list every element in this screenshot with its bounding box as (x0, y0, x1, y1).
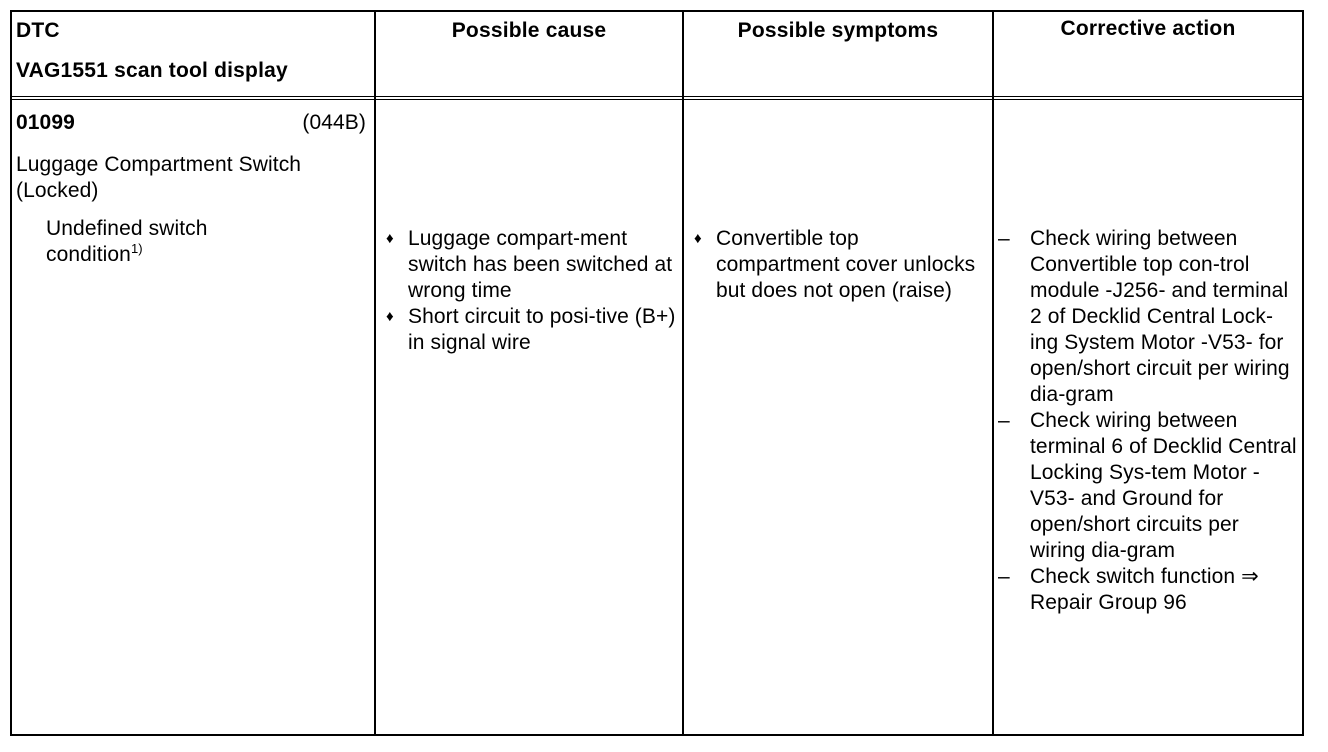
dtc-cell (16, 110, 366, 268)
cause-list (386, 226, 678, 356)
possible-symptoms-cell (694, 226, 986, 304)
column-divider-1 (374, 10, 376, 736)
bullet-icon: ♦ (386, 230, 394, 247)
column-divider-3 (992, 10, 994, 736)
header-possible-symptoms: Possible symptoms (737, 19, 939, 42)
header-dtc-line1: DTC (16, 19, 60, 42)
cause-item (386, 226, 678, 304)
fault-condition (16, 216, 276, 268)
header-corrective-action: Corrective action (1060, 17, 1236, 40)
symptom-item-text: Convertible top compartment cover unlocks but does not open (raise) (716, 227, 976, 302)
dash-icon: – (998, 227, 1010, 250)
symptom-item (694, 226, 986, 304)
action-item (998, 564, 1300, 616)
component-name: Luggage Compartment Switch (Locked) (16, 153, 302, 202)
dash-icon: – (998, 565, 1010, 588)
bullet-icon: ♦ (694, 230, 702, 247)
possible-cause-cell (386, 226, 678, 356)
dtc-code-row (16, 110, 366, 136)
column-divider-2 (682, 10, 684, 736)
header-possible-cause: Possible cause (451, 19, 607, 42)
cause-item-text: Short circuit to posi-tive (B+) in signal wire (408, 305, 676, 354)
cause-item-text: Luggage compart-ment switch has been switched at wrong time (408, 227, 673, 302)
action-item (998, 226, 1300, 408)
action-list (998, 226, 1300, 616)
header-separator (10, 96, 1304, 100)
corrective-action-cell (998, 226, 1300, 616)
dtc-hex-code: (044B) (302, 111, 366, 134)
fault-condition-text: Undefined switch condition (46, 217, 208, 266)
dtc-code: 01099 (16, 111, 75, 134)
cause-item (386, 304, 678, 356)
action-item-text: Check wiring between terminal 6 of Decklid Central Locking Sys-tem Motor -V53- and Ground for open/short circuits per wiring dia-gram (1030, 409, 1297, 562)
header-dtc-line2: VAG1551 scan tool display (16, 59, 288, 82)
footnote-marker: 1) (130, 241, 143, 256)
action-item-text: Check switch function ⇒ Repair Group 96 (1030, 565, 1259, 614)
action-item-text: Check wiring between Convertible top con-trol module -J256- and terminal 2 of Decklid Central Lock-ing System Motor -V53- for open/short circuit per wiring dia-gram (1030, 227, 1290, 406)
action-item (998, 408, 1300, 564)
symptom-list (694, 226, 986, 304)
bullet-icon: ♦ (386, 308, 394, 325)
dash-icon: – (998, 409, 1010, 432)
header-dtc (16, 18, 366, 84)
